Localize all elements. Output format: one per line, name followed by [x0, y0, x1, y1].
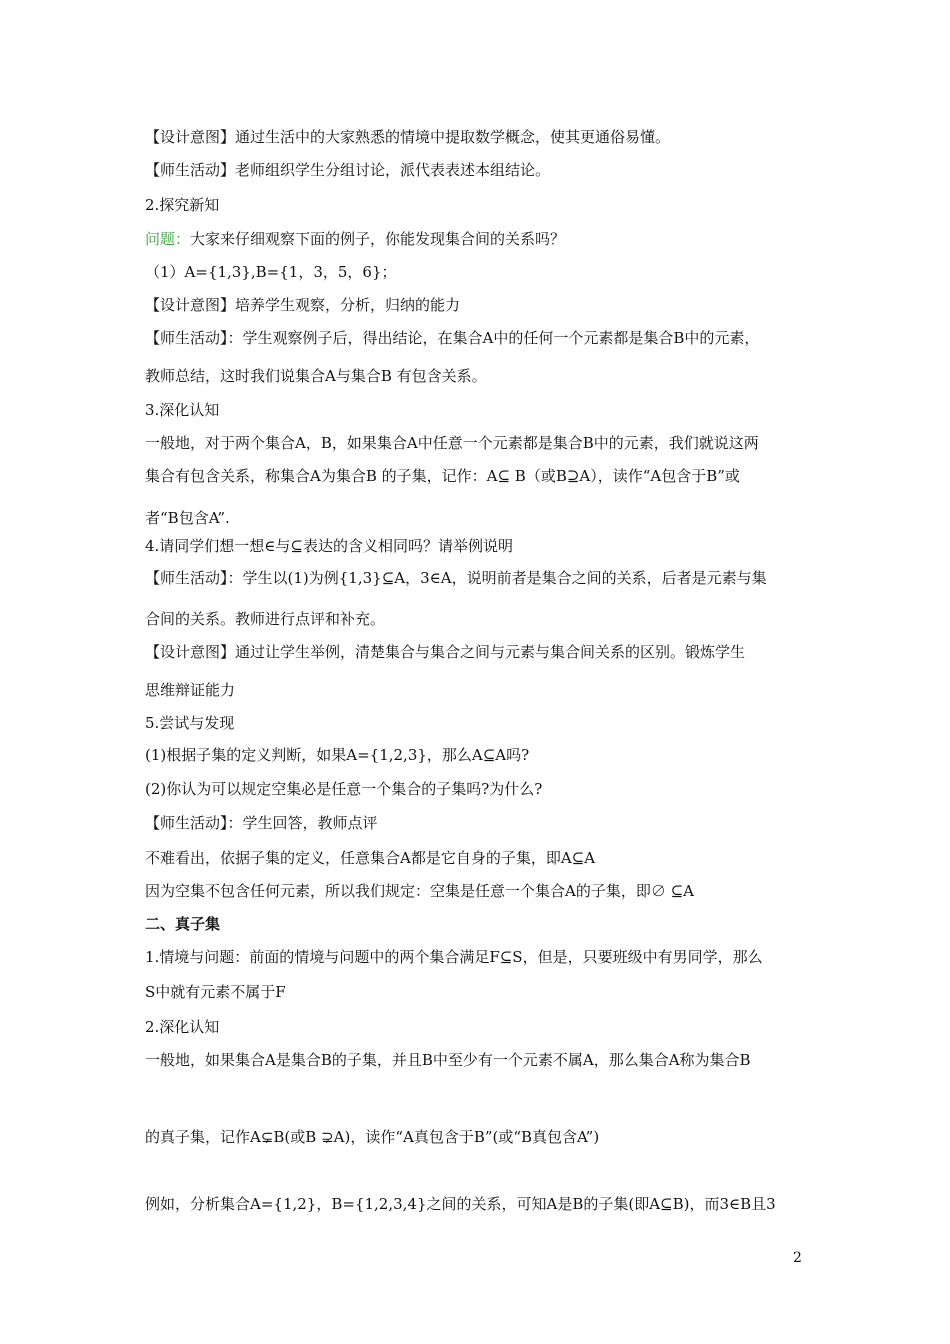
question-label: 问题：: [145, 230, 191, 248]
text-line: 者“B包含A”.: [145, 509, 230, 527]
text-line: 教师总结，这时我们说集合A与集合B 有包含关系。: [145, 367, 487, 385]
text-line: 集合有包含关系，称集合A为集合B 的子集，记作：A⊆ B（或B⊇A），读作“A包含于B”或: [145, 467, 740, 485]
text-line: 一般地，对于两个集合A，B，如果集合A中任意一个元素都是集合B中的元素，我们就说这两: [145, 434, 759, 452]
page-number: 2: [793, 1250, 802, 1266]
text-line: 因为空集不包含任何元素，所以我们规定：空集是任意一个集合A的子集，即∅ ⊆A: [145, 882, 695, 900]
text-line: (2)你认为可以规定空集必是任意一个集合的子集吗?为什么?: [145, 780, 543, 798]
section-heading: 5.尝试与发现: [145, 714, 235, 732]
question-text: 大家来仔细观察下面的例子，你能发现集合间的关系吗？: [190, 230, 566, 248]
text-line: 思维辩证能力: [145, 681, 236, 699]
text-line: 【师生活动】：学生观察例子后，得出结论，在集合A中的任何一个元素都是集合B中的元素，: [145, 329, 760, 347]
text-line: S中就有元素不属于F: [145, 983, 286, 1001]
text-line: 【设计意图】培养学生观察，分析，归纳的能力: [145, 296, 461, 314]
text-line: 【师生活动】：学生以(1)为例{1,3}⊆A，3∈A，说明前者是集合之间的关系，后者是元素与集: [145, 569, 767, 587]
text-line: 【设计意图】通过让学生举例，清楚集合与集合之间与元素与集合间关系的区别。锻炼学生: [145, 643, 746, 661]
text-line: 【师生活动】老师组织学生分组讨论，派代表表述本组结论。: [145, 161, 551, 179]
section-title: 二、真子集: [145, 915, 221, 933]
text-line: 的真子集，记作A⊊B(或B ⊋A)，读作“A真包含于B”(或“B真包含A”): [145, 1128, 600, 1146]
section-heading: 2.深化认知: [145, 1018, 220, 1036]
question-line: [145, 229, 565, 249]
section-heading: 4.请同学们想一想∈与⊆表达的含义相同吗？请举例说明: [145, 537, 513, 555]
text-line: 合间的关系。教师进行点评和补充。: [145, 610, 386, 628]
text-line: 例如，分析集合A={1,2}，B={1,2,3,4}之间的关系，可知A是B的子集(即A⊆B)，而3∈B且3: [145, 1195, 776, 1213]
text-line: 【师生活动】：学生回答，教师点评: [145, 814, 378, 832]
text-line: 一般地，如果集合A是集合B的子集，并且B中至少有一个元素不属A，那么集合A称为集合B: [145, 1051, 751, 1069]
text-line: 不难看出，依据子集的定义，任意集合A都是它自身的子集，即A⊆A: [145, 849, 596, 867]
section-heading: 3.深化认知: [145, 401, 220, 419]
text-line: (1)根据子集的定义判断，如果A={1,2,3}，那么A⊆A吗?: [145, 746, 530, 764]
text-line: （1）A={1,3},B={1，3，5，6}；: [145, 263, 397, 281]
section-heading: 2.探究新知: [145, 196, 220, 214]
text-line: 1.情境与问题：前面的情境与问题中的两个集合满足F⊆S，但是，只要班级中有男同学，那么: [145, 948, 763, 966]
text-line: 【设计意图】通过生活中的大家熟悉的情境中提取数学概念，使其更通俗易懂。: [145, 128, 671, 146]
